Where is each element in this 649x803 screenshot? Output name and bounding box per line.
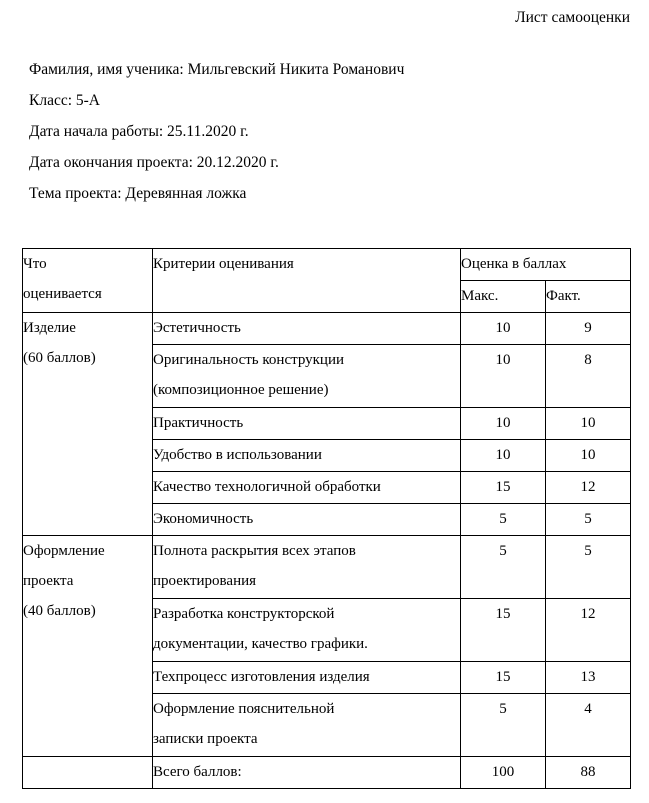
criteria-cell (153, 408, 461, 440)
score-fact-cell: 10 (546, 408, 631, 440)
criteria-label-line-2: документации, качество графики. (153, 636, 368, 652)
criteria-label-line-2: записки проекта (153, 731, 258, 747)
section-product-line-1: Изделие (23, 320, 76, 336)
header-what-line-1: Что (23, 256, 47, 272)
table-total-row (23, 757, 631, 789)
score-max-cell: 5 (461, 504, 546, 536)
score-max-cell: 10 (461, 408, 546, 440)
score-max-cell: 10 (461, 440, 546, 472)
header-cell-criteria (153, 249, 461, 313)
section-design-line-1: Оформление (23, 543, 105, 559)
section-label-product (23, 313, 153, 536)
total-fact-cell: 88 (546, 757, 631, 789)
score-fact-cell: 10 (546, 440, 631, 472)
criteria-label: Оригинальность конструкции (153, 352, 345, 368)
header-cell-score-group (461, 249, 631, 281)
section-label-project-design (23, 536, 153, 757)
score-fact-cell: 12 (546, 599, 631, 662)
total-label: Всего баллов: (153, 764, 242, 780)
table-row (23, 313, 631, 345)
criteria-label: Эстетичность (153, 320, 241, 336)
score-fact-cell: 9 (546, 313, 631, 345)
total-label-cell (153, 757, 461, 789)
criteria-cell (153, 440, 461, 472)
score-max-cell: 10 (461, 345, 546, 408)
total-max-cell: 100 (461, 757, 546, 789)
criteria-cell (153, 599, 461, 662)
criteria-label: Оформление пояснительной (153, 701, 335, 717)
header-cell-max (461, 281, 546, 313)
info-line-project-theme: Тема проекта: Деревянная ложка (29, 185, 247, 202)
criteria-label-line-2: проектирования (153, 573, 257, 589)
criteria-cell (153, 472, 461, 504)
score-max-cell: 15 (461, 599, 546, 662)
header-cell-what (23, 249, 153, 313)
criteria-cell (153, 536, 461, 599)
header-fact-label: Факт. (546, 288, 581, 304)
header-score-group-label: Оценка в баллах (461, 256, 567, 272)
score-fact-cell: 5 (546, 536, 631, 599)
page-title: Лист самооценки (515, 9, 630, 26)
criteria-label: Качество технологичной обработки (153, 479, 381, 495)
student-info-block (29, 54, 629, 209)
score-max-cell: 5 (461, 536, 546, 599)
total-empty-cell (23, 757, 153, 789)
criteria-cell (153, 662, 461, 694)
header-cell-fact (546, 281, 631, 313)
score-max-cell: 5 (461, 694, 546, 757)
criteria-cell (153, 504, 461, 536)
criteria-label: Полнота раскрытия всех этапов (153, 543, 356, 559)
info-line-start-date: Дата начала работы: 25.11.2020 г. (29, 123, 249, 140)
info-line-student-name: Фамилия, имя ученика: Мильгевский Никита Романович (29, 61, 405, 78)
score-max-cell: 15 (461, 662, 546, 694)
score-max-cell: 15 (461, 472, 546, 504)
score-fact-cell: 12 (546, 472, 631, 504)
score-max-cell: 10 (461, 313, 546, 345)
assessment-table (22, 248, 631, 789)
criteria-cell (153, 313, 461, 345)
criteria-label: Удобство в использовании (153, 447, 322, 463)
table-header-row-1 (23, 249, 631, 281)
criteria-cell (153, 345, 461, 408)
criteria-label: Техпроцесс изготовления изделия (153, 669, 370, 685)
info-line-end-date: Дата окончания проекта: 20.12.2020 г. (29, 154, 279, 171)
score-fact-cell: 5 (546, 504, 631, 536)
score-fact-cell: 4 (546, 694, 631, 757)
criteria-label-line-2: (композиционное решение) (153, 382, 329, 398)
score-fact-cell: 13 (546, 662, 631, 694)
section-product-line-2: (60 баллов) (23, 350, 96, 366)
header-max-label: Макс. (461, 288, 499, 304)
header-criteria-label: Критерии оценивания (153, 256, 294, 272)
info-line-class: Класс: 5-А (29, 92, 100, 109)
section-design-line-3: (40 баллов) (23, 603, 96, 619)
criteria-label: Практичность (153, 415, 244, 431)
header-what-line-2: оценивается (23, 286, 102, 302)
section-design-line-2: проекта (23, 573, 74, 589)
criteria-label: Разработка конструкторской (153, 606, 335, 622)
score-fact-cell: 8 (546, 345, 631, 408)
criteria-cell (153, 694, 461, 757)
criteria-label: Экономичность (153, 511, 254, 527)
table-row (23, 536, 631, 599)
